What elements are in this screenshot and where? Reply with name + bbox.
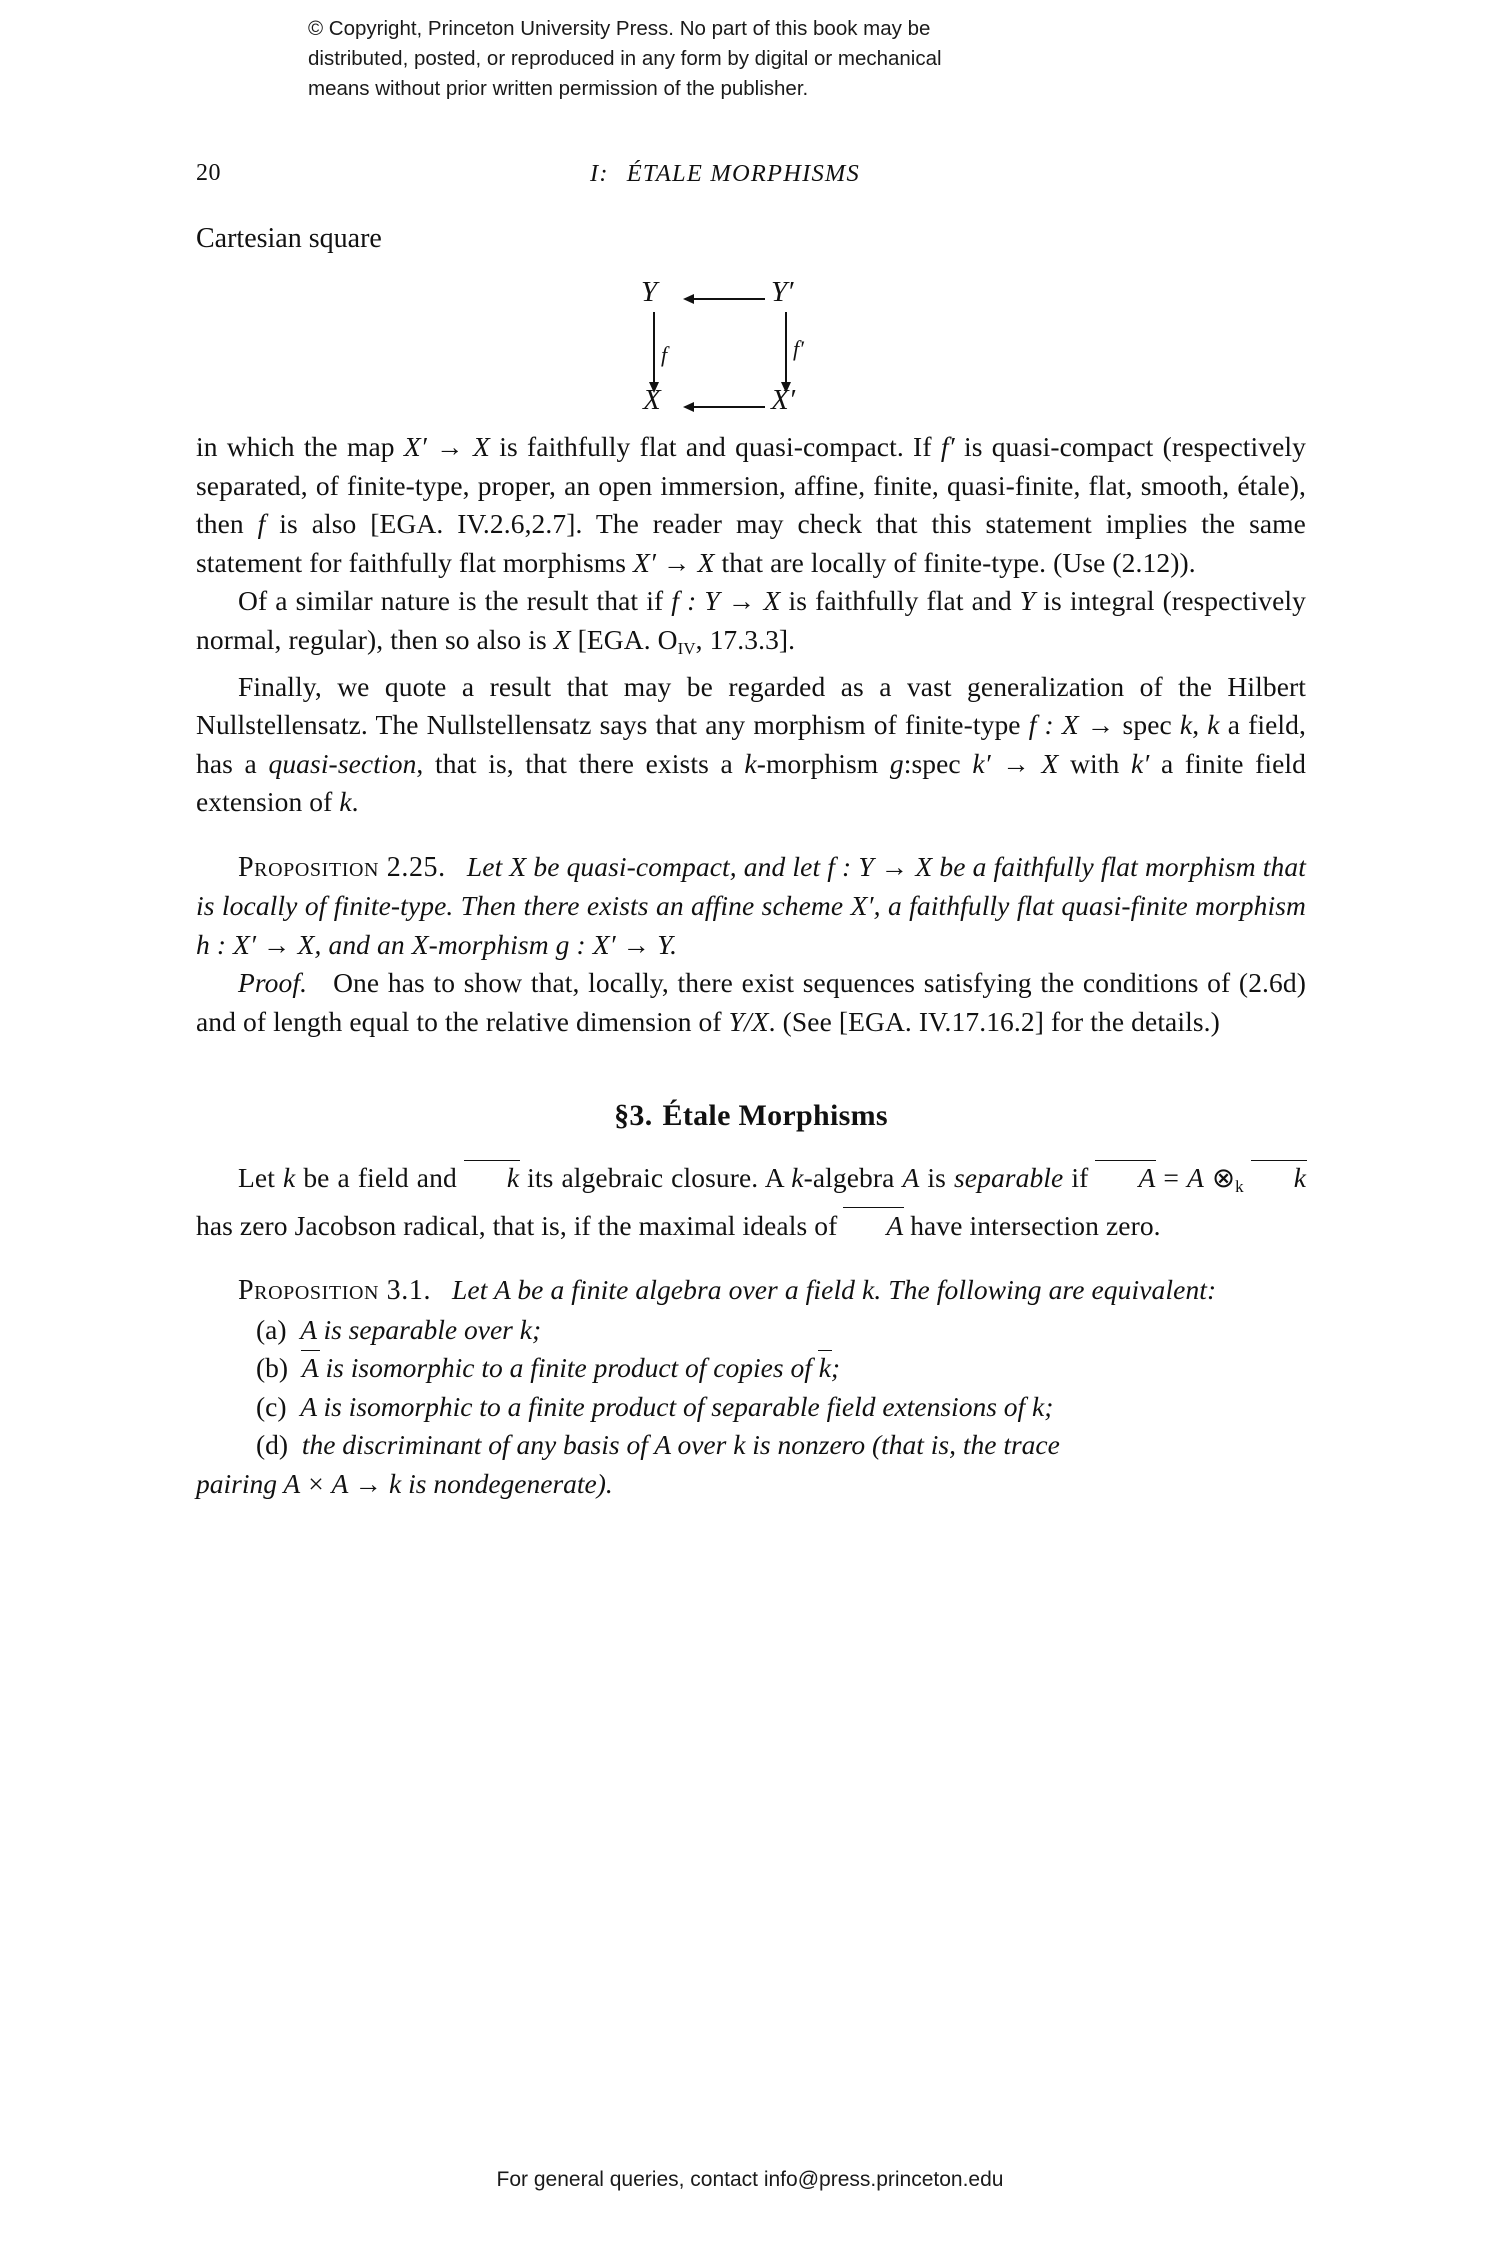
commutative-diagram xyxy=(196,276,1306,428)
copyright-line-2: distributed, posted, or reproduced in any form by digital or mechanical xyxy=(308,47,942,70)
tail-text-2: is nondegenerate). xyxy=(401,1467,613,1499)
item-b-text-4: ; xyxy=(830,1352,841,1384)
section-title: Étale Morphisms xyxy=(662,1099,888,1133)
diagram-arrow-right xyxy=(781,312,791,394)
p1-math-2: f′ xyxy=(940,431,955,462)
p1-math-3: f xyxy=(257,508,266,539)
prop225-text-5: , and an xyxy=(314,928,412,960)
intro-emphasis-1: separable xyxy=(954,1162,1064,1194)
section-intro-paragraph xyxy=(196,1159,1306,1245)
copyright-line-1: © Copyright, Princeton University Press. No part of this book may be xyxy=(308,17,931,40)
item-c-text-2: is isomorphic to a finite product of separable field extensions of xyxy=(316,1390,1033,1422)
p3-math-6: k′ → X xyxy=(972,747,1059,779)
section-number: §3. xyxy=(614,1099,653,1133)
proposition-2-25 xyxy=(196,848,1306,1042)
item-a-marker: (a) xyxy=(256,1313,287,1345)
diagram-node-top-left: Y xyxy=(641,276,658,308)
p1-math-4: X′ → X xyxy=(633,546,715,578)
intro-text-7: = xyxy=(1155,1162,1188,1194)
intro-text-2: be a field and xyxy=(295,1162,465,1194)
item-b-math-kbar: k xyxy=(819,1349,831,1388)
prop31-math-2: k xyxy=(862,1274,875,1306)
proposition-3-1-tail xyxy=(196,1465,1306,1504)
p1-text-3: is quasi-compact (respectively separated, of finite-type, proper, an open immersion, affine, finite, quasi-finite, flat, smooth, étale), then xyxy=(196,431,1306,539)
p3-emphasis-1: quasi-section xyxy=(268,747,417,779)
p2-text-2: is faithfully flat and xyxy=(780,585,1020,616)
intro-text-9 xyxy=(1244,1162,1252,1193)
tail-math-1: A × A → k xyxy=(283,1467,402,1499)
item-a-text-3: k xyxy=(519,1313,532,1345)
prop225-text-4: , a faithfully flat quasi-finite morphism xyxy=(873,890,1306,922)
prop225-text-6: -morphism xyxy=(428,928,556,960)
prop225-math-5: X xyxy=(411,928,429,960)
p3-text-3: , xyxy=(1192,709,1208,741)
chapter-number: I: xyxy=(590,160,609,187)
item-a-text-1: A xyxy=(300,1313,317,1345)
chapter-title-text: ÉTALE MORPHISMS xyxy=(626,160,860,187)
item-c-marker: (c) xyxy=(256,1390,287,1422)
p1-math-1: X′ → X xyxy=(403,431,490,462)
p2-subscript: IV xyxy=(677,638,696,658)
p3-text-4: a field, has a xyxy=(196,709,1306,779)
p1-text-2: is faithfully flat and quasi-compact. If xyxy=(489,431,941,462)
p3-text-1: Finally, we quote a result that may be regarded as a vast generalization of the Hilbert Nullstellensatz. The Nullstellensatz says that any morphism of finite-type xyxy=(196,670,1306,741)
prop225-text-2: be quasi-compact, and let xyxy=(526,850,828,882)
intro-math-abar-2: A xyxy=(844,1207,903,1246)
list-item xyxy=(196,1311,1306,1350)
section-heading xyxy=(196,1099,1306,1133)
p3-text-5: , that is, that there exists a xyxy=(416,747,745,779)
item-d-text-2: A xyxy=(654,1429,671,1461)
prop225-math-3: X′ xyxy=(850,890,874,922)
prop225-math-2: f : Y → X xyxy=(827,850,933,882)
p3-math-7: k′ xyxy=(1130,747,1150,779)
item-b-math-abar: A xyxy=(302,1349,319,1388)
p2-math-3: X xyxy=(553,623,571,655)
intro-text-1: Let xyxy=(238,1162,283,1194)
proposition-2-25-label: Proposition 2.25. xyxy=(238,851,446,883)
p3-math-1: f : X xyxy=(1028,709,1079,741)
proof-label: Proof. xyxy=(238,967,308,999)
prop225-math-1: X xyxy=(509,850,527,882)
proof-text-2: . (See [EGA. IV.17.16.2] for the details.) xyxy=(768,1005,1220,1037)
p3-text-10: . xyxy=(351,786,359,818)
item-c-text-4: ; xyxy=(1044,1390,1054,1422)
diagram-arrow-top xyxy=(683,294,765,304)
cartesian-square-label: Cartesian square xyxy=(196,223,382,254)
p1-text-5: that are locally of finite-type. (Use (2.12)). xyxy=(714,546,1196,578)
intro-text-3: its algebraic closure. A xyxy=(519,1162,792,1194)
p3-math-5: g xyxy=(889,747,904,779)
p3-math-4: k xyxy=(744,747,757,779)
p1-text-4: is also [EGA. IV.2.6,2.7]. The reader may check that this statement implies the same statement for faithfully flat morphisms xyxy=(196,508,1306,578)
proof-text-1: One has to show that, locally, there exist sequences satisfying the conditions of (2.6d) and of length equal to the relative dimension of xyxy=(196,967,1306,1037)
prop225-math-6: g : X′ → Y xyxy=(555,928,671,960)
p3-text-8: with xyxy=(1058,747,1131,779)
p3-math-8: k xyxy=(339,786,352,818)
prop31-text-3: . The following are equivalent: xyxy=(874,1274,1217,1306)
diagram-arrow-bottom xyxy=(683,402,765,412)
item-d-text-5: is nonzero (that is, the trace xyxy=(745,1429,1060,1461)
intro-text-4: -algebra xyxy=(803,1162,903,1194)
item-d-text-1: the discriminant of any basis of xyxy=(301,1429,655,1461)
p3-text-9: a finite field extension of xyxy=(196,747,1306,818)
intro-text-11: have intersection zero. xyxy=(903,1209,1161,1241)
item-d-marker: (d) xyxy=(256,1429,289,1461)
footer-queries: For general queries, contact info@press.princeton.edu xyxy=(496,2168,1004,2191)
prop31-math-1: A xyxy=(493,1274,511,1306)
p1-text-1: in which the map xyxy=(196,431,404,462)
p3-math-2: k xyxy=(1179,709,1193,741)
p3-text-7: :spec xyxy=(903,747,973,779)
proposition-3-1-label: Proposition 3.1. xyxy=(238,1275,432,1307)
p2-text-1: Of a similar nature is the result that if xyxy=(238,585,672,616)
tail-text-1: pairing xyxy=(196,1467,284,1499)
list-item xyxy=(196,1426,1306,1465)
item-b-marker: (b) xyxy=(256,1352,289,1384)
p2-math-2: Y xyxy=(1019,585,1036,616)
item-d-text-3: over xyxy=(670,1429,734,1461)
paragraph-3 xyxy=(196,668,1306,822)
paragraph-2 xyxy=(196,582,1306,668)
p2-text-4: [EGA. O xyxy=(570,623,678,655)
intro-math-kbar-1: k xyxy=(465,1159,519,1198)
prop225-text-7: . xyxy=(670,928,678,960)
list-item xyxy=(196,1388,1306,1427)
diagram-node-bottom-right: X′ xyxy=(771,384,796,416)
item-d-text-4: k xyxy=(733,1429,746,1461)
prop31-text-2: be a finite algebra over a field xyxy=(510,1274,863,1306)
paragraph-1 xyxy=(196,428,1306,582)
p3-math-3: k xyxy=(1207,709,1220,741)
running-head xyxy=(196,160,1306,200)
diagram-label-f: f xyxy=(661,342,668,367)
prop225-text-1: Let xyxy=(466,850,510,882)
item-b-text-2: is isomorphic to a finite product of copies of xyxy=(318,1352,819,1384)
intro-math-6: A xyxy=(1187,1162,1204,1194)
intro-math-abar-1: A xyxy=(1096,1159,1155,1198)
intro-math-3: k xyxy=(791,1162,804,1194)
diagram-node-top-right: Y′ xyxy=(771,276,794,308)
diagram-arrow-left xyxy=(649,312,659,394)
item-a-text-2: is separable over xyxy=(316,1313,520,1345)
page-number: 20 xyxy=(196,160,221,186)
proposition-3-1 xyxy=(196,1271,1306,1503)
intro-text-5: is xyxy=(919,1162,954,1194)
diagram-node-bottom-left: X xyxy=(643,384,661,416)
prop225-math-4: h : X′ → X xyxy=(196,928,315,960)
proposition-3-1-statement xyxy=(196,1271,1306,1311)
p2-text-3: is integral (respectively normal, regular), then so also is xyxy=(196,585,1306,655)
proposition-2-25-statement xyxy=(196,848,1306,965)
intro-text-6: if xyxy=(1063,1162,1097,1194)
p3-text-6: -morphism xyxy=(756,747,890,779)
list-item xyxy=(196,1349,1306,1388)
intro-math-kbar-2: k xyxy=(1252,1159,1306,1198)
p3-text-2: → spec xyxy=(1078,709,1180,741)
proof-math-1: Y/X xyxy=(728,1005,769,1037)
p2-text-5: , 17.3.3]. xyxy=(695,623,796,655)
prop225-text-3: be a faithfully flat morphism that is locally of finite-type. Then there exists an affine scheme xyxy=(196,850,1306,922)
intro-subscript-k: k xyxy=(1235,1177,1244,1197)
item-a-text-4: ; xyxy=(531,1313,542,1345)
copyright-line-3: means without prior written permission of the publisher. xyxy=(308,77,809,100)
intro-text-8: ⊗ xyxy=(1203,1162,1236,1194)
diagram-label-f-prime: f′ xyxy=(793,336,804,361)
intro-math-4: A xyxy=(902,1162,920,1194)
item-c-text-1: A xyxy=(300,1390,317,1422)
intro-math-1: k xyxy=(282,1162,296,1194)
intro-text-10: has zero Jacobson radical, that is, if the maximal ideals of xyxy=(196,1209,845,1241)
proof-block xyxy=(196,964,1306,1041)
item-c-text-3: k xyxy=(1032,1390,1045,1422)
prop31-text-1: Let xyxy=(452,1274,494,1306)
p2-math-1: f : Y → X xyxy=(671,585,781,616)
chapter-title xyxy=(590,160,860,188)
